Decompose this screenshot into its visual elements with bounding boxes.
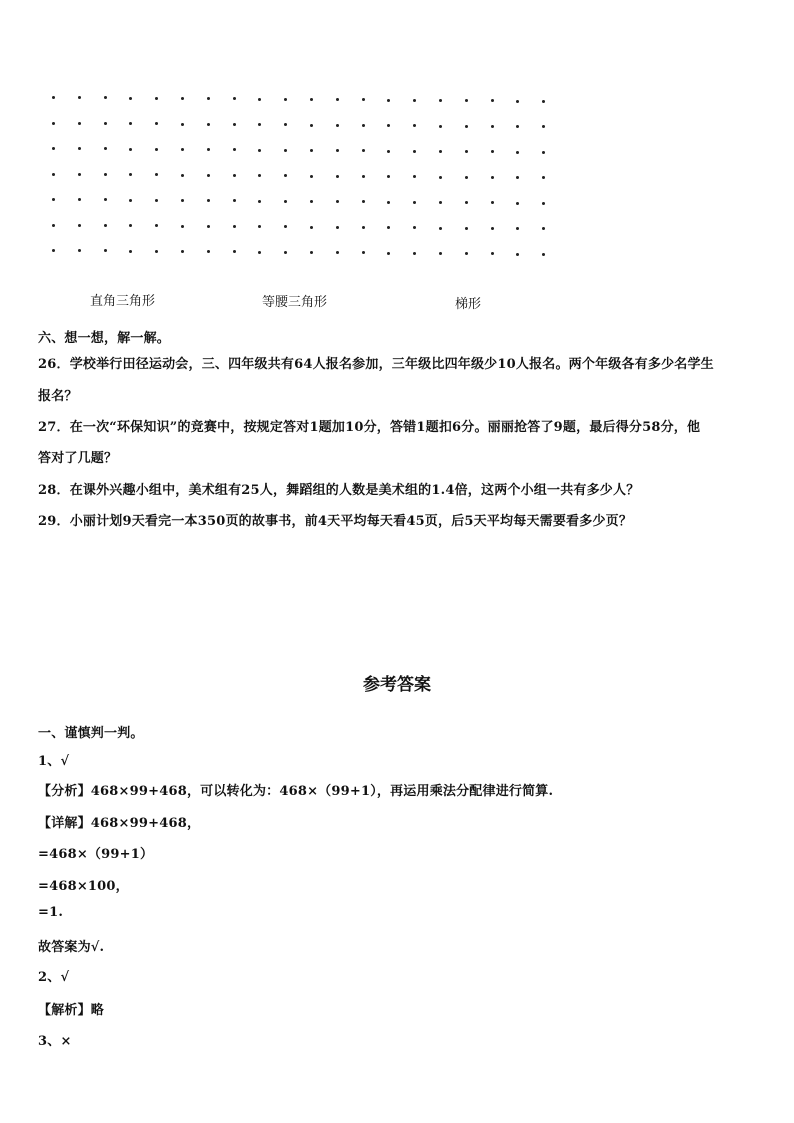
grid-dot bbox=[233, 225, 236, 228]
grid-dot bbox=[207, 250, 210, 253]
question-29: 29．小丽计划9天看完一本350页的故事书，前4天平均每天看45页，后5天平均每天需要看多少页？ bbox=[38, 514, 633, 529]
grid-dot bbox=[465, 150, 468, 153]
grid-dot bbox=[491, 176, 494, 179]
grid-dot bbox=[465, 125, 468, 128]
grid-dot bbox=[516, 176, 519, 179]
grid-dot bbox=[516, 202, 519, 205]
grid-dot bbox=[542, 176, 545, 179]
answer-2-analysis: 【解析】略 bbox=[38, 1003, 105, 1018]
grid-dot bbox=[387, 201, 390, 204]
grid-dot bbox=[413, 252, 416, 255]
grid-dot bbox=[362, 226, 365, 229]
question-27-line2: 答对了几题？ bbox=[38, 451, 118, 466]
dot-grid bbox=[40, 88, 550, 258]
grid-dot bbox=[439, 150, 442, 153]
grid-dot bbox=[310, 175, 313, 178]
grid-dot bbox=[439, 176, 442, 179]
grid-dot bbox=[465, 227, 468, 230]
grid-dot bbox=[155, 250, 158, 253]
grid-dot bbox=[336, 175, 339, 178]
grid-dot bbox=[104, 173, 107, 176]
grid-dot bbox=[258, 225, 261, 228]
grid-dot bbox=[207, 148, 210, 151]
grid-dot bbox=[233, 97, 236, 100]
grid-dot bbox=[465, 176, 468, 179]
grid-dot bbox=[258, 98, 261, 101]
grid-dot bbox=[516, 100, 519, 103]
grid-dot bbox=[516, 253, 519, 256]
grid-dot bbox=[413, 150, 416, 153]
grid-dot bbox=[52, 173, 55, 176]
grid-dot bbox=[413, 175, 416, 178]
grid-dot bbox=[542, 151, 545, 154]
grid-dot bbox=[491, 150, 494, 153]
answer-2: 2、√ bbox=[38, 970, 70, 985]
grid-dot bbox=[439, 201, 442, 204]
grid-dot bbox=[387, 175, 390, 178]
grid-dot bbox=[439, 227, 442, 230]
grid-dot bbox=[413, 226, 416, 229]
grid-dot bbox=[542, 202, 545, 205]
grid-dot bbox=[181, 250, 184, 253]
grid-dot bbox=[104, 224, 107, 227]
grid-dot bbox=[310, 251, 313, 254]
grid-dot bbox=[362, 251, 365, 254]
question-26-line1: 26．学校举行田径运动会，三、四年级共有64人报名参加，三年级比四年级少10人报名。两个年级各有多少名学生 bbox=[38, 357, 714, 372]
grid-dot bbox=[284, 200, 287, 203]
grid-dot bbox=[516, 125, 519, 128]
grid-dot bbox=[78, 198, 81, 201]
grid-dot bbox=[155, 148, 158, 151]
grid-dot bbox=[542, 100, 545, 103]
answer-key-title: 参考答案 bbox=[363, 675, 431, 695]
grid-dot bbox=[233, 250, 236, 253]
grid-dot bbox=[465, 201, 468, 204]
grid-dot bbox=[258, 251, 261, 254]
grid-dot bbox=[284, 123, 287, 126]
grid-dot bbox=[104, 122, 107, 125]
grid-dot bbox=[181, 199, 184, 202]
grid-dot bbox=[491, 99, 494, 102]
grid-dot bbox=[465, 252, 468, 255]
grid-dot bbox=[129, 122, 132, 125]
grid-dot bbox=[207, 123, 210, 126]
grid-dot bbox=[207, 225, 210, 228]
grid-dot bbox=[542, 227, 545, 230]
grid-dot bbox=[181, 123, 184, 126]
grid-dot bbox=[258, 200, 261, 203]
grid-dot bbox=[233, 199, 236, 202]
grid-dot bbox=[52, 249, 55, 252]
grid-dot bbox=[129, 199, 132, 202]
grid-dot bbox=[336, 251, 339, 254]
grid-dot bbox=[52, 198, 55, 201]
grid-dot bbox=[310, 226, 313, 229]
grid-dot bbox=[284, 149, 287, 152]
grid-dot bbox=[362, 200, 365, 203]
answer-1-step2: =468×100， bbox=[38, 879, 129, 894]
grid-dot bbox=[181, 225, 184, 228]
grid-dot bbox=[362, 124, 365, 127]
grid-dot bbox=[129, 224, 132, 227]
grid-dot bbox=[516, 227, 519, 230]
grid-dot bbox=[52, 122, 55, 125]
grid-dot bbox=[78, 249, 81, 252]
label-trapezoid: 梯形 bbox=[455, 297, 482, 312]
grid-dot bbox=[181, 148, 184, 151]
grid-dot bbox=[284, 174, 287, 177]
grid-dot bbox=[310, 200, 313, 203]
answer-1-detail: 【详解】468×99+468， bbox=[38, 816, 201, 831]
grid-dot bbox=[491, 252, 494, 255]
answer-1-step3: =1. bbox=[38, 905, 64, 920]
grid-dot bbox=[181, 97, 184, 100]
section6-heading: 六、想一想，解一解。 bbox=[38, 331, 171, 346]
grid-dot bbox=[542, 253, 545, 256]
grid-dot bbox=[155, 97, 158, 100]
answer-1-analysis: 【分析】468×99+468，可以转化为：468×（99+1），再运用乘法分配律进行简算. bbox=[38, 784, 554, 799]
grid-dot bbox=[233, 174, 236, 177]
grid-dot bbox=[336, 226, 339, 229]
grid-dot bbox=[491, 125, 494, 128]
grid-dot bbox=[258, 149, 261, 152]
grid-dot bbox=[336, 98, 339, 101]
grid-dot bbox=[362, 149, 365, 152]
grid-dot bbox=[129, 250, 132, 253]
grid-dot bbox=[336, 124, 339, 127]
answer-1: 1、√ bbox=[38, 754, 70, 769]
grid-dot bbox=[362, 98, 365, 101]
grid-dot bbox=[78, 224, 81, 227]
grid-dot bbox=[491, 201, 494, 204]
grid-dot bbox=[413, 99, 416, 102]
grid-dot bbox=[336, 200, 339, 203]
grid-dot bbox=[284, 98, 287, 101]
grid-dot bbox=[336, 149, 339, 152]
grid-dot bbox=[52, 147, 55, 150]
grid-dot bbox=[465, 99, 468, 102]
grid-dot bbox=[155, 173, 158, 176]
grid-dot bbox=[284, 225, 287, 228]
grid-dot bbox=[78, 96, 81, 99]
answer-1-conclusion: 故答案为√. bbox=[38, 940, 105, 955]
question-26-line2: 报名？ bbox=[38, 389, 78, 404]
grid-dot bbox=[310, 124, 313, 127]
grid-dot bbox=[439, 252, 442, 255]
grid-dot bbox=[362, 175, 365, 178]
grid-dot bbox=[207, 97, 210, 100]
grid-dot bbox=[207, 199, 210, 202]
grid-dot bbox=[258, 174, 261, 177]
grid-dot bbox=[104, 147, 107, 150]
grid-dot bbox=[78, 147, 81, 150]
grid-dot bbox=[310, 149, 313, 152]
grid-dot bbox=[129, 173, 132, 176]
grid-dot bbox=[310, 98, 313, 101]
grid-dot bbox=[413, 124, 416, 127]
label-isosceles-triangle: 等腰三角形 bbox=[262, 295, 328, 310]
grid-dot bbox=[104, 249, 107, 252]
grid-dot bbox=[439, 125, 442, 128]
grid-dot bbox=[284, 251, 287, 254]
grid-dot bbox=[233, 148, 236, 151]
grid-dot bbox=[387, 124, 390, 127]
grid-dot bbox=[104, 96, 107, 99]
answer-3: 3、× bbox=[38, 1034, 72, 1049]
grid-dot bbox=[207, 174, 210, 177]
grid-dot bbox=[78, 173, 81, 176]
grid-dot bbox=[387, 226, 390, 229]
grid-dot bbox=[155, 122, 158, 125]
grid-dot bbox=[155, 199, 158, 202]
grid-dot bbox=[129, 148, 132, 151]
answer-1-step1: =468×（99+1） bbox=[38, 847, 154, 862]
label-right-triangle: 直角三角形 bbox=[90, 294, 156, 309]
grid-dot bbox=[439, 99, 442, 102]
question-27-line1: 27．在一次“环保知识”的竞赛中，按规定答对1题加10分，答错1题扣6分。丽丽抢答了9题，最后得分58分，他 bbox=[38, 420, 701, 435]
grid-dot bbox=[387, 252, 390, 255]
grid-dot bbox=[52, 96, 55, 99]
grid-dot bbox=[78, 122, 81, 125]
answers-section1-heading: 一、谨慎判一判。 bbox=[38, 726, 144, 741]
grid-dot bbox=[387, 99, 390, 102]
question-28: 28．在课外兴趣小组中，美术组有25人，舞蹈组的人数是美术组的1.4倍，这两个小组一共有多少人？ bbox=[38, 483, 640, 498]
grid-dot bbox=[516, 151, 519, 154]
grid-dot bbox=[258, 123, 261, 126]
grid-dot bbox=[52, 224, 55, 227]
grid-dot bbox=[491, 227, 494, 230]
grid-dot bbox=[233, 123, 236, 126]
grid-dot bbox=[387, 150, 390, 153]
grid-dot bbox=[181, 174, 184, 177]
grid-dot bbox=[155, 224, 158, 227]
grid-dot bbox=[129, 97, 132, 100]
grid-dot bbox=[542, 125, 545, 128]
grid-dot bbox=[104, 198, 107, 201]
grid-dot bbox=[413, 201, 416, 204]
